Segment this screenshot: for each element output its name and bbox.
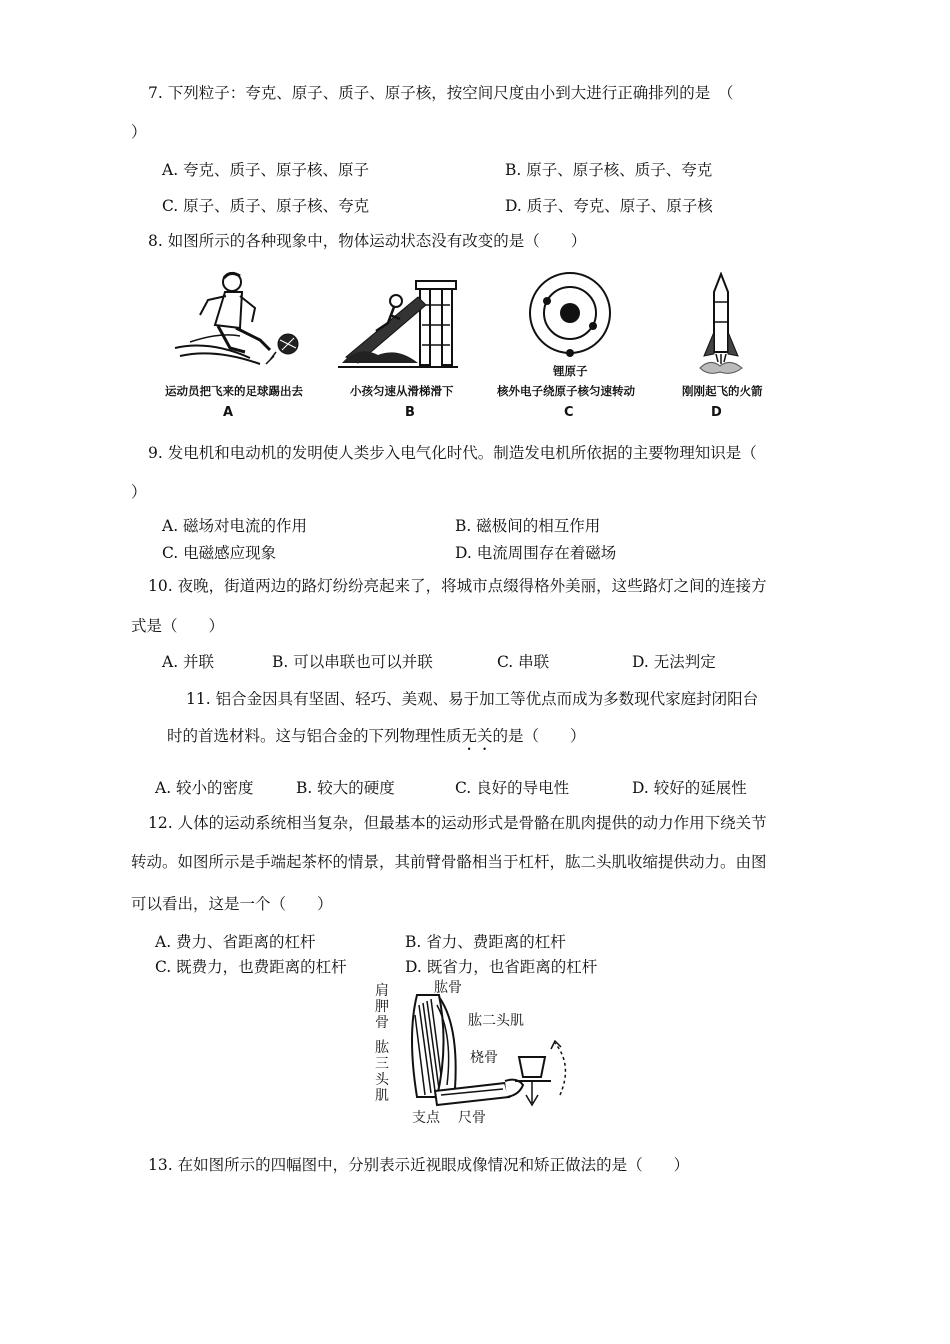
q12-stem-2: 转动。如图所示是手端起茶杯的情景，其前臂骨骼相当于杠杆，肱二头肌收缩提供动力。由图	[131, 853, 767, 871]
q9-option-d: D. 电流周围存在着磁场	[455, 544, 617, 562]
slide-figure	[338, 275, 463, 370]
q10-option-d: D. 无法判定	[632, 653, 716, 671]
q11-option-c: C. 良好的导电性	[455, 779, 570, 797]
q7-option-d: D. 质子、夸克、原子、原子核	[505, 197, 713, 215]
q11-option-d: D. 较好的延展性	[632, 779, 747, 797]
q9-option-c: C. 电磁感应现象	[162, 544, 277, 562]
q9-option-b: B. 磁极间的相互作用	[455, 517, 601, 535]
q7-option-a: A. 夸克、质子、原子核、原子	[162, 161, 370, 179]
q10-stem: 10. 夜晚，街道两边的路灯纷纷亮起来了，将城市点缀得格外美丽，这些路灯之间的连接方	[148, 577, 767, 595]
letter-b: B	[405, 405, 415, 420]
q10-option-c: C. 串联	[497, 653, 550, 671]
q12-option-a: A. 费力、省距离的杠杆	[155, 933, 316, 951]
football-player-figure	[170, 270, 320, 368]
q12-option-b: B. 省力、费距离的杠杆	[405, 933, 566, 951]
q10-stem-2: 式是（ ）	[131, 617, 225, 635]
arm-lever-figure	[395, 985, 585, 1110]
q11-option-b: B. 较大的硬度	[296, 779, 395, 797]
q10-option-b: B. 可以串联也可以并联	[272, 653, 433, 671]
caption-b: 小孩匀速从滑梯滑下	[350, 384, 454, 398]
caption-d: 刚刚起飞的火箭	[682, 384, 763, 398]
q9-option-a: A. 磁场对电流的作用	[162, 517, 308, 535]
letter-a: A	[223, 405, 234, 420]
q11-stem: 11. 铝合金因具有坚固、轻巧、美观、易于加工等优点而成为多数现代家庭封闭阳台	[186, 690, 759, 708]
q7-stem: 7. 下列粒子：夸克、原子、质子、原子核，按空间尺度由小到大进行正确排列的是 （	[148, 84, 734, 102]
q7-stem-close: ）	[131, 123, 147, 141]
q12-option-d: D. 既省力，也省距离的杠杆	[405, 958, 598, 976]
lithium-atom-figure	[525, 268, 615, 358]
q7-option-c: C. 原子、质子、原子核、夸克	[162, 197, 370, 215]
letter-d: D	[711, 405, 722, 420]
rocket-figure	[696, 272, 746, 380]
q12-stem: 12. 人体的运动系统相当复杂，但最基本的运动形式是骨骼在肌肉提供的动力作用下绕关节	[148, 814, 767, 832]
label-fulcrum: 支点	[412, 1110, 440, 1126]
q12-stem-3: 可以看出，这是一个（ ）	[131, 895, 333, 913]
q10-option-a: A. 并联	[162, 653, 215, 671]
q9-stem: 9. 发电机和电动机的发明使人类步入电气化时代。制造发电机所依据的主要物理知识是（	[148, 444, 757, 462]
q11-option-a: A. 较小的密度	[155, 779, 254, 797]
label-radius: 桡骨	[470, 1050, 498, 1066]
letter-c: C	[564, 405, 574, 420]
q11-stem-2: 时的首选材料。这与铝合金的下列物理性质无关的是（ ）	[167, 727, 586, 745]
q8-stem: 8. 如图所示的各种现象中，物体运动状态没有改变的是（ ）	[148, 232, 587, 250]
label-triceps: 肱三头肌	[375, 1040, 389, 1104]
caption-a: 运动员把飞来的足球踢出去	[165, 384, 303, 398]
atom-label: 锂原子	[553, 364, 588, 378]
q12-option-c: C. 既费力，也费距离的杠杆	[155, 958, 347, 976]
q9-stem-close: ）	[131, 483, 147, 501]
label-scapula: 肩胛骨	[375, 983, 389, 1031]
label-biceps: 肱二头肌	[468, 1013, 524, 1029]
label-humerus: 肱骨	[434, 980, 462, 996]
q7-option-b: B. 原子、原子核、质子、夸克	[505, 161, 713, 179]
emphasis-wuguan: 无关	[461, 727, 493, 745]
caption-c: 核外电子绕原子核匀速转动	[497, 384, 635, 398]
q13-stem: 13. 在如图所示的四幅图中，分别表示近视眼成像情况和矫正做法的是（ ）	[148, 1156, 690, 1174]
label-ulna: 尺骨	[458, 1110, 486, 1126]
